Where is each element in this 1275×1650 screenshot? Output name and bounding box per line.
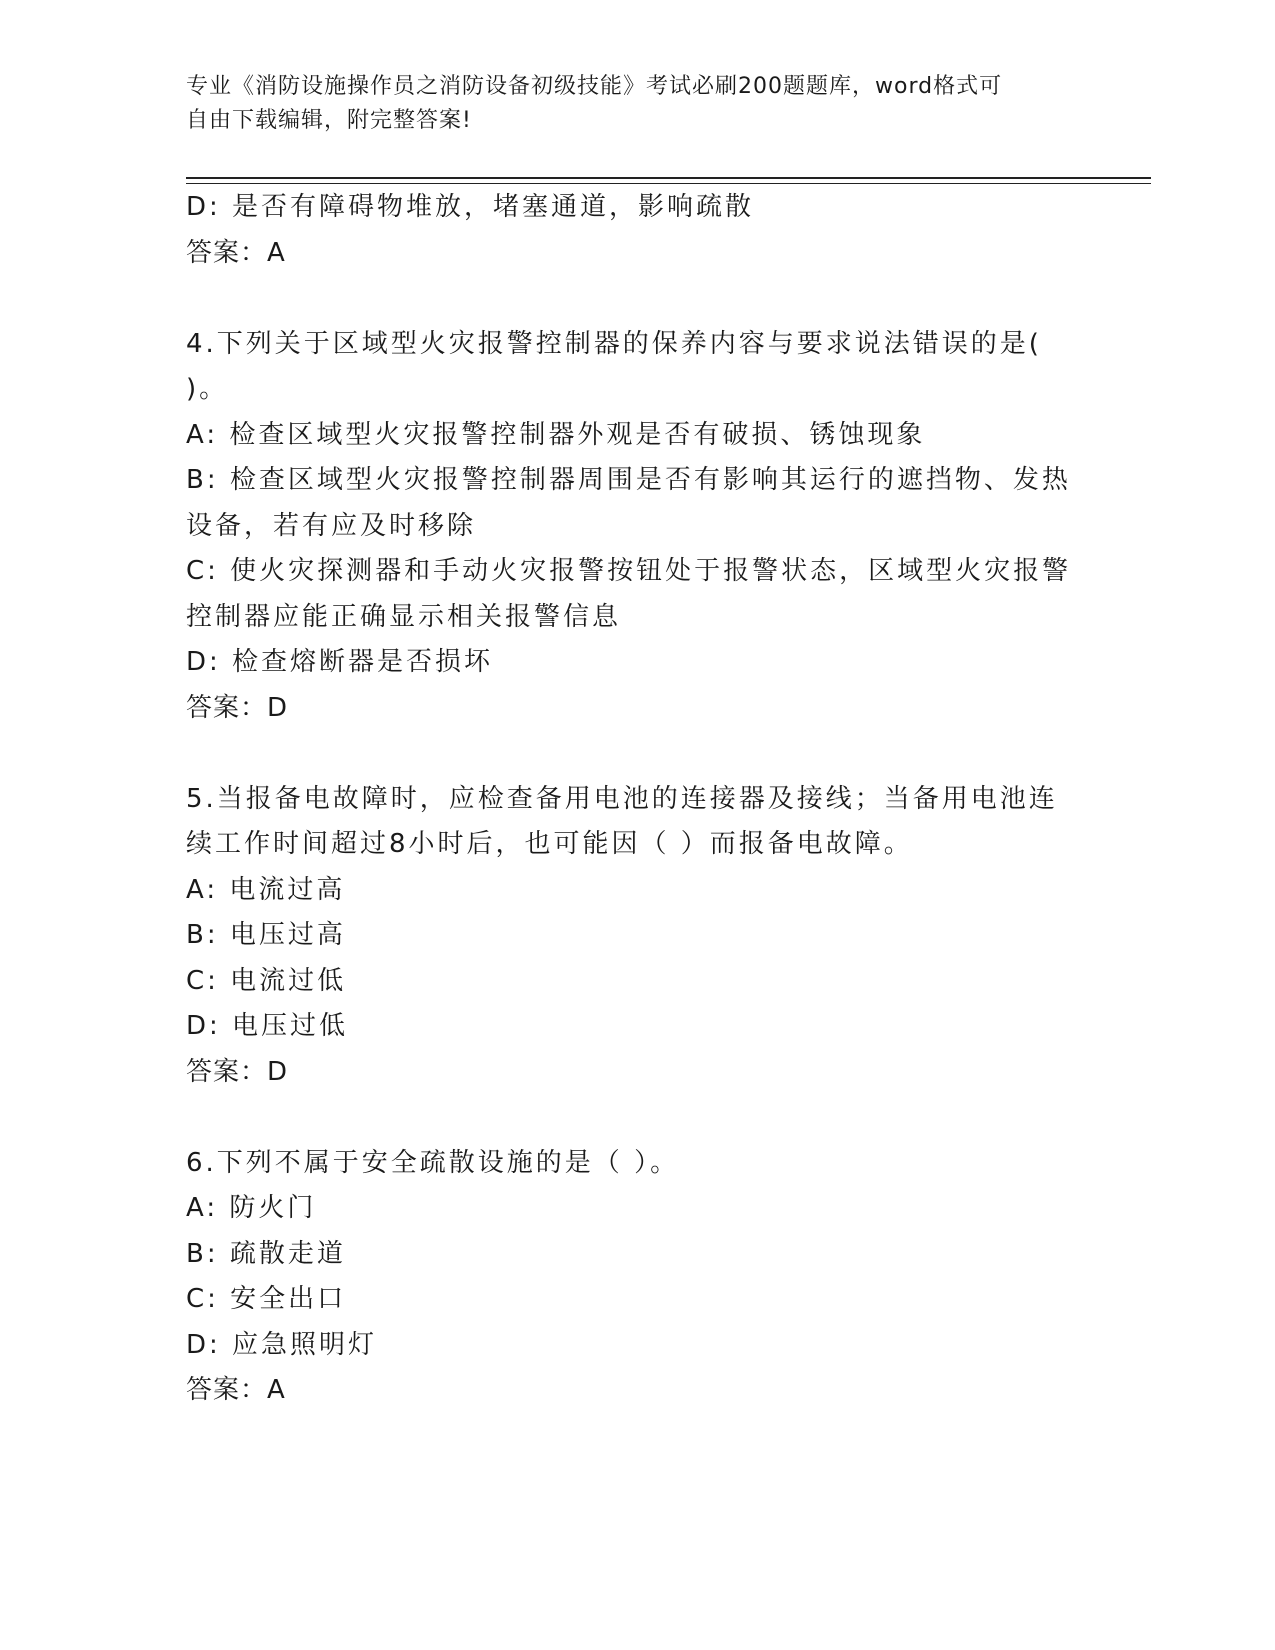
q4-option-a: A: 检查区域型火灾报警控制器外观是否有破损、锈蚀现象: [186, 419, 926, 450]
question-6: [186, 1141, 1086, 1414]
q6-answer: 答案：A: [186, 1375, 286, 1405]
header-title-line-1: 专业《消防设施操作员之消防设备初级技能》考试必刷200题题库，word格式可: [186, 74, 1003, 99]
q4-stem-line-2: )。: [186, 374, 229, 404]
q6-option-a: A: 防火门: [186, 1193, 317, 1223]
question-3-tail: [186, 185, 1086, 276]
q4-answer: 答案：D: [186, 692, 289, 723]
q4-option-d: D: 检查熔断器是否损坏: [186, 647, 494, 677]
q5-option-a: A: 电流过高: [186, 874, 346, 905]
question-5: [186, 777, 1086, 1096]
q5-option-c: C: 电流过低: [186, 965, 347, 996]
spacer: [186, 1095, 1086, 1141]
question-4: [186, 322, 1086, 732]
q4-option-c-line-1: C: 使火灾探测器和手动火灾报警按钮处于报警状态，区域型火灾报警: [186, 556, 1072, 586]
document-header: [186, 70, 1066, 138]
q6-stem: 6.下列不属于安全疏散设施的是（ ）。: [186, 1147, 680, 1178]
question-content: [186, 185, 1086, 1414]
q4-option-b-line-2: 设备，若有应及时移除: [186, 510, 477, 541]
q5-option-b: B: 电压过高: [186, 920, 346, 950]
q5-stem-line-1: 5.当报备电故障时，应检查备用电池的连接器及接线；当备用电池连: [186, 783, 1058, 814]
q5-answer: 答案：D: [186, 1056, 289, 1087]
header-divider-thick: [186, 177, 1151, 179]
spacer: [186, 731, 1086, 777]
header-title-line-2: 自由下载编辑，附完整答案!: [186, 108, 472, 133]
q5-option-d: D: 电压过低: [186, 1011, 349, 1041]
q6-option-c: C: 安全出口: [186, 1284, 347, 1314]
q4-stem-line-1: 4.下列关于区域型火灾报警控制器的保养内容与要求说法错误的是(: [186, 328, 1042, 359]
q4-option-c-line-2: 控制器应能正确显示相关报警信息: [186, 601, 622, 632]
spacer: [186, 276, 1086, 322]
q3-answer: 答案：A: [186, 237, 286, 268]
header-divider-thin: [186, 183, 1151, 184]
q5-stem-line-2: 续工作时间超过8小时后，也可能因（ ）而报备电故障。: [186, 829, 913, 859]
q6-option-b: B: 疏散走道: [186, 1238, 346, 1269]
q6-option-d: D: 应急照明灯: [186, 1329, 378, 1360]
q4-option-b-line-1: B: 检查区域型火灾报警控制器周围是否有影响其运行的遮挡物、发热: [186, 465, 1071, 495]
q3-option-d: D: 是否有障碍物堆放，堵塞通道，影响疏散: [186, 192, 755, 222]
